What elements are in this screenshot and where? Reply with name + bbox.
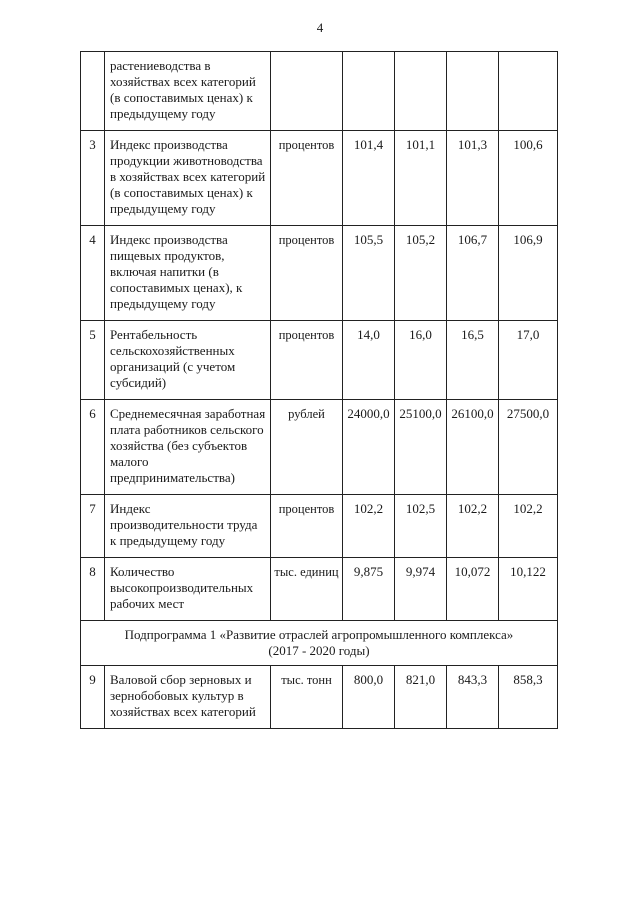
row-number: 3 (81, 131, 105, 226)
subprogram-title: Подпрограмма 1 «Развитие отраслей агропромышленного комплекса» (124, 627, 514, 642)
subprogram-period: (2017 - 2020 годы) (268, 643, 370, 658)
indicator-value (343, 52, 395, 131)
unit-of-measure: процентов (271, 321, 343, 400)
indicator-value: 14,0 (343, 321, 395, 400)
indicator-value: 10,072 (447, 558, 499, 621)
indicator-value: 843,3 (447, 666, 499, 729)
row-number: 5 (81, 321, 105, 400)
subprogram-row (81, 621, 558, 666)
indicator-value: 9,974 (395, 558, 447, 621)
subprogram-heading (81, 621, 558, 666)
unit-of-measure: процентов (271, 495, 343, 558)
indicator-value: 106,9 (499, 226, 558, 321)
unit-of-measure: тыс. единиц (271, 558, 343, 621)
indicator-value: 24000,0 (343, 400, 395, 495)
indicator-value (447, 52, 499, 131)
indicator-value: 101,1 (395, 131, 447, 226)
unit-of-measure: рублей (271, 400, 343, 495)
indicator-name: Индекс производительности труда к предыдущему году (105, 495, 271, 558)
table-row (81, 52, 558, 131)
table-row (81, 226, 558, 321)
subprogram-section (81, 621, 558, 666)
indicator-value: 26100,0 (447, 400, 499, 495)
row-number: 7 (81, 495, 105, 558)
unit-of-measure: процентов (271, 226, 343, 321)
indicator-value: 102,5 (395, 495, 447, 558)
indicator-value: 106,7 (447, 226, 499, 321)
indicator-value: 105,2 (395, 226, 447, 321)
indicator-value: 100,6 (499, 131, 558, 226)
indicator-value: 821,0 (395, 666, 447, 729)
table-body-bottom (81, 666, 558, 729)
indicator-value: 16,0 (395, 321, 447, 400)
page-number: 4 (316, 20, 324, 35)
indicator-value: 105,5 (343, 226, 395, 321)
indicator-value: 858,3 (499, 666, 558, 729)
table-row (81, 321, 558, 400)
indicator-name: Индекс производства продукции животноводства в хозяйствах всех категорий (в сопоставимых ценах) к предыдущему году (105, 131, 271, 226)
table-row (81, 666, 558, 729)
indicator-value: 101,3 (447, 131, 499, 226)
table-row (81, 131, 558, 226)
indicator-name: Среднемесячная заработная плата работников сельского хозяйства (без субъектов малого предпринимательства) (105, 400, 271, 495)
indicator-name: растениеводства в хозяйствах всех категорий (в сопоставимых ценах) к предыдущему году (105, 52, 271, 131)
row-number: 8 (81, 558, 105, 621)
indicator-value: 101,4 (343, 131, 395, 226)
row-number: 6 (81, 400, 105, 495)
indicator-value (395, 52, 447, 131)
indicator-name: Количество высокопроизводительных рабочих мест (105, 558, 271, 621)
row-number: 9 (81, 666, 105, 729)
table-row (81, 495, 558, 558)
indicators-table (80, 51, 558, 729)
indicator-value: 800,0 (343, 666, 395, 729)
indicator-name: Индекс производства пищевых продуктов, включая напитки (в сопоставимых ценах), к предыдущему году (105, 226, 271, 321)
indicator-value: 102,2 (343, 495, 395, 558)
unit-of-measure: тыс. тонн (271, 666, 343, 729)
row-number: 4 (81, 226, 105, 321)
indicator-value (499, 52, 558, 131)
indicator-name: Валовой сбор зерновых и зернобобовых культур в хозяйствах всех категорий (105, 666, 271, 729)
unit-of-measure (271, 52, 343, 131)
indicator-value: 17,0 (499, 321, 558, 400)
row-number (81, 52, 105, 131)
indicator-value: 102,2 (499, 495, 558, 558)
indicator-value: 27500,0 (499, 400, 558, 495)
table-row (81, 400, 558, 495)
indicator-value: 16,5 (447, 321, 499, 400)
indicator-value: 25100,0 (395, 400, 447, 495)
indicator-value: 10,122 (499, 558, 558, 621)
table-row (81, 558, 558, 621)
indicator-value: 102,2 (447, 495, 499, 558)
indicator-value: 9,875 (343, 558, 395, 621)
table-body-top (81, 52, 558, 621)
unit-of-measure: процентов (271, 131, 343, 226)
indicator-name: Рентабельность сельскохозяйственных организаций (с учетом субсидий) (105, 321, 271, 400)
